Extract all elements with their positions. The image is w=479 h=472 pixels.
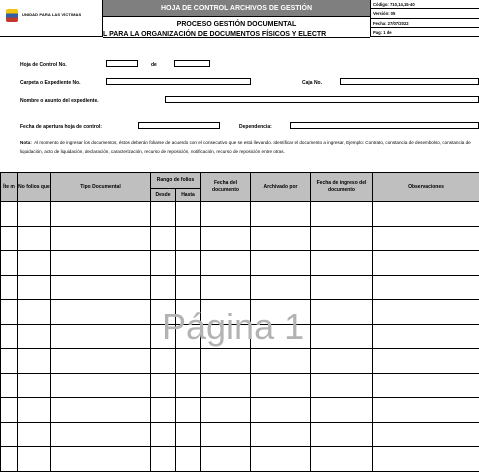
table-cell[interactable] [1, 447, 18, 472]
table-row [1, 275, 479, 300]
header-desde: Desde [151, 189, 176, 202]
table-cell[interactable] [373, 349, 479, 374]
table-cell[interactable] [18, 398, 51, 423]
table-cell[interactable] [251, 422, 311, 447]
table-cell[interactable] [176, 202, 201, 227]
table-cell[interactable] [151, 251, 176, 276]
table-row [1, 447, 479, 472]
table-cell[interactable] [18, 349, 51, 374]
table-row [1, 373, 479, 398]
table-cell[interactable] [18, 202, 51, 227]
table-cell[interactable] [51, 349, 151, 374]
table-cell[interactable] [373, 324, 479, 349]
table-cell[interactable] [311, 324, 373, 349]
caja-label: Caja No. [302, 80, 322, 86]
table-cell[interactable] [201, 422, 251, 447]
codigo-field: Código: 710,14,15-40 [371, 0, 479, 9]
table-cell[interactable] [311, 422, 373, 447]
process-title: PROCESO GESTIÓN DOCUMENTAL [103, 17, 370, 29]
table-cell[interactable] [151, 275, 176, 300]
table-cell[interactable] [51, 226, 151, 251]
table-cell[interactable] [311, 275, 373, 300]
table-cell[interactable] [1, 226, 18, 251]
table-cell[interactable] [201, 349, 251, 374]
table-cell[interactable] [151, 202, 176, 227]
logo-text: UNIDAD PARA LAS VÍCTIMAS [22, 12, 81, 17]
logo-seal-icon [6, 9, 18, 22]
table-cell[interactable] [1, 275, 18, 300]
table-cell[interactable] [251, 251, 311, 276]
table-row [1, 349, 479, 374]
header-tipo-documental: Tipo Documental [51, 173, 151, 202]
document-metadata [370, 0, 479, 37]
hoja-control-label: Hoja de Control No. [20, 62, 67, 68]
table-cell[interactable] [18, 447, 51, 472]
table-cell[interactable] [373, 373, 479, 398]
header-num-folios: No folios que [18, 173, 51, 202]
fecha-field: Fecha: 27/07/2022 [371, 19, 479, 28]
table-cell[interactable] [151, 349, 176, 374]
dependencia-field[interactable] [290, 122, 479, 129]
table-cell[interactable] [373, 398, 479, 423]
table-cell[interactable] [176, 226, 201, 251]
table-row [1, 398, 479, 423]
document-title: HOJA DE CONTROL ARCHIVOS DE GESTIÓN [103, 0, 370, 17]
table-cell[interactable] [251, 373, 311, 398]
table-cell[interactable] [18, 251, 51, 276]
table-cell[interactable] [201, 202, 251, 227]
table-cell[interactable] [18, 422, 51, 447]
table-cell[interactable] [176, 422, 201, 447]
table-cell[interactable] [1, 251, 18, 276]
table-cell[interactable] [251, 226, 311, 251]
fecha-apertura-label: Fecha de apertura hoja de control: [20, 124, 102, 130]
table-cell[interactable] [151, 422, 176, 447]
table-cell[interactable] [311, 373, 373, 398]
note-text: Al momento de ingresar los documentos, éstos deberán foliarse de acuerdo con el consecutivo que se está llevando. Identificar el documento a ingresar, Ejemplo: Contrato, constancia de desembolso, constancia de liquidación, acto de liquidación, declaración, caracterización, recurso de reposición, notificación, recurso de reposición entre otras. [20, 140, 471, 154]
table-cell[interactable] [176, 251, 201, 276]
page-watermark: Página 1 [162, 306, 304, 348]
hoja-control-number-field[interactable] [106, 60, 138, 67]
pagina-field: Pag: 1 de [371, 28, 479, 37]
table-cell[interactable] [176, 447, 201, 472]
table-cell[interactable] [51, 300, 151, 325]
table-cell[interactable] [151, 447, 176, 472]
table-cell[interactable] [1, 300, 18, 325]
nombre-expediente-field[interactable] [165, 96, 479, 103]
table-cell[interactable] [373, 422, 479, 447]
table-cell[interactable] [373, 251, 479, 276]
document-header [0, 0, 479, 37]
table-row [1, 251, 479, 276]
note [20, 139, 475, 156]
table-cell[interactable] [151, 373, 176, 398]
table-cell[interactable] [1, 398, 18, 423]
header-fecha-documento: Fecha del documento [201, 173, 251, 202]
table-cell[interactable] [311, 447, 373, 472]
table-cell[interactable] [1, 373, 18, 398]
table-cell[interactable] [18, 324, 51, 349]
table-cell[interactable] [373, 202, 479, 227]
table-cell[interactable] [1, 202, 18, 227]
header-observaciones: Observaciones [373, 173, 479, 202]
table-cell[interactable] [176, 373, 201, 398]
table-cell[interactable] [18, 300, 51, 325]
table-cell[interactable] [51, 398, 151, 423]
nombre-expediente-label: Nombre o asunto del expediente. [20, 98, 99, 104]
table-cell[interactable] [51, 275, 151, 300]
procedure-title: L PARA LA ORGANIZACIÓN DE DOCUMENTOS FÍSICOS Y ELECTR [103, 29, 370, 38]
table-cell[interactable] [51, 447, 151, 472]
table-cell[interactable] [51, 373, 151, 398]
table-row [1, 226, 479, 251]
table-cell[interactable] [51, 251, 151, 276]
table-cell[interactable] [201, 373, 251, 398]
table-cell[interactable] [373, 226, 479, 251]
table-cell[interactable] [1, 349, 18, 374]
table-cell[interactable] [373, 275, 479, 300]
table-cell[interactable] [151, 226, 176, 251]
table-cell[interactable] [251, 447, 311, 472]
table-cell[interactable] [251, 275, 311, 300]
table-cell[interactable] [176, 349, 201, 374]
table-cell[interactable] [311, 398, 373, 423]
caja-field[interactable] [340, 78, 479, 85]
carpeta-label: Carpeta o Expediente No. [20, 80, 81, 86]
table-cell[interactable] [51, 202, 151, 227]
dependencia-label: Dependencia: [239, 124, 272, 130]
table-cell[interactable] [201, 275, 251, 300]
logo [0, 0, 103, 37]
table-cell[interactable] [311, 251, 373, 276]
table-cell[interactable] [373, 447, 479, 472]
table-cell[interactable] [311, 349, 373, 374]
table-row [1, 422, 479, 447]
fecha-apertura-field[interactable] [138, 122, 220, 129]
carpeta-field[interactable] [106, 78, 251, 85]
table-cell[interactable] [251, 398, 311, 423]
table-cell[interactable] [311, 300, 373, 325]
version-field: Versión: 05 [371, 9, 479, 18]
header-fecha-ingreso: Fecha de ingreso del documento [311, 173, 373, 202]
table-cell[interactable] [311, 226, 373, 251]
table-cell[interactable] [18, 226, 51, 251]
table-cell[interactable] [311, 202, 373, 227]
table-cell[interactable] [251, 349, 311, 374]
table-cell[interactable] [1, 324, 18, 349]
table-cell[interactable] [51, 324, 151, 349]
table-cell[interactable] [201, 226, 251, 251]
header-archivado-por: Archivado por [251, 173, 311, 202]
table-cell[interactable] [201, 398, 251, 423]
table-cell[interactable] [201, 447, 251, 472]
table-cell[interactable] [1, 422, 18, 447]
table-cell[interactable] [176, 275, 201, 300]
table-cell[interactable] [151, 398, 176, 423]
header-hasta: Hasta [176, 189, 201, 202]
hoja-control-total-field[interactable] [174, 60, 210, 67]
table-cell[interactable] [18, 373, 51, 398]
header-rango-folios: Rango de folios [151, 173, 201, 189]
table-cell[interactable] [251, 202, 311, 227]
table-row [1, 202, 479, 227]
table-cell[interactable] [201, 251, 251, 276]
note-label: Nota: [20, 140, 32, 145]
table-cell[interactable] [176, 398, 201, 423]
table-cell[interactable] [373, 300, 479, 325]
table-cell[interactable] [51, 422, 151, 447]
table-cell[interactable] [18, 275, 51, 300]
de-label: de [151, 62, 157, 68]
header-item: Íte m [1, 173, 18, 202]
